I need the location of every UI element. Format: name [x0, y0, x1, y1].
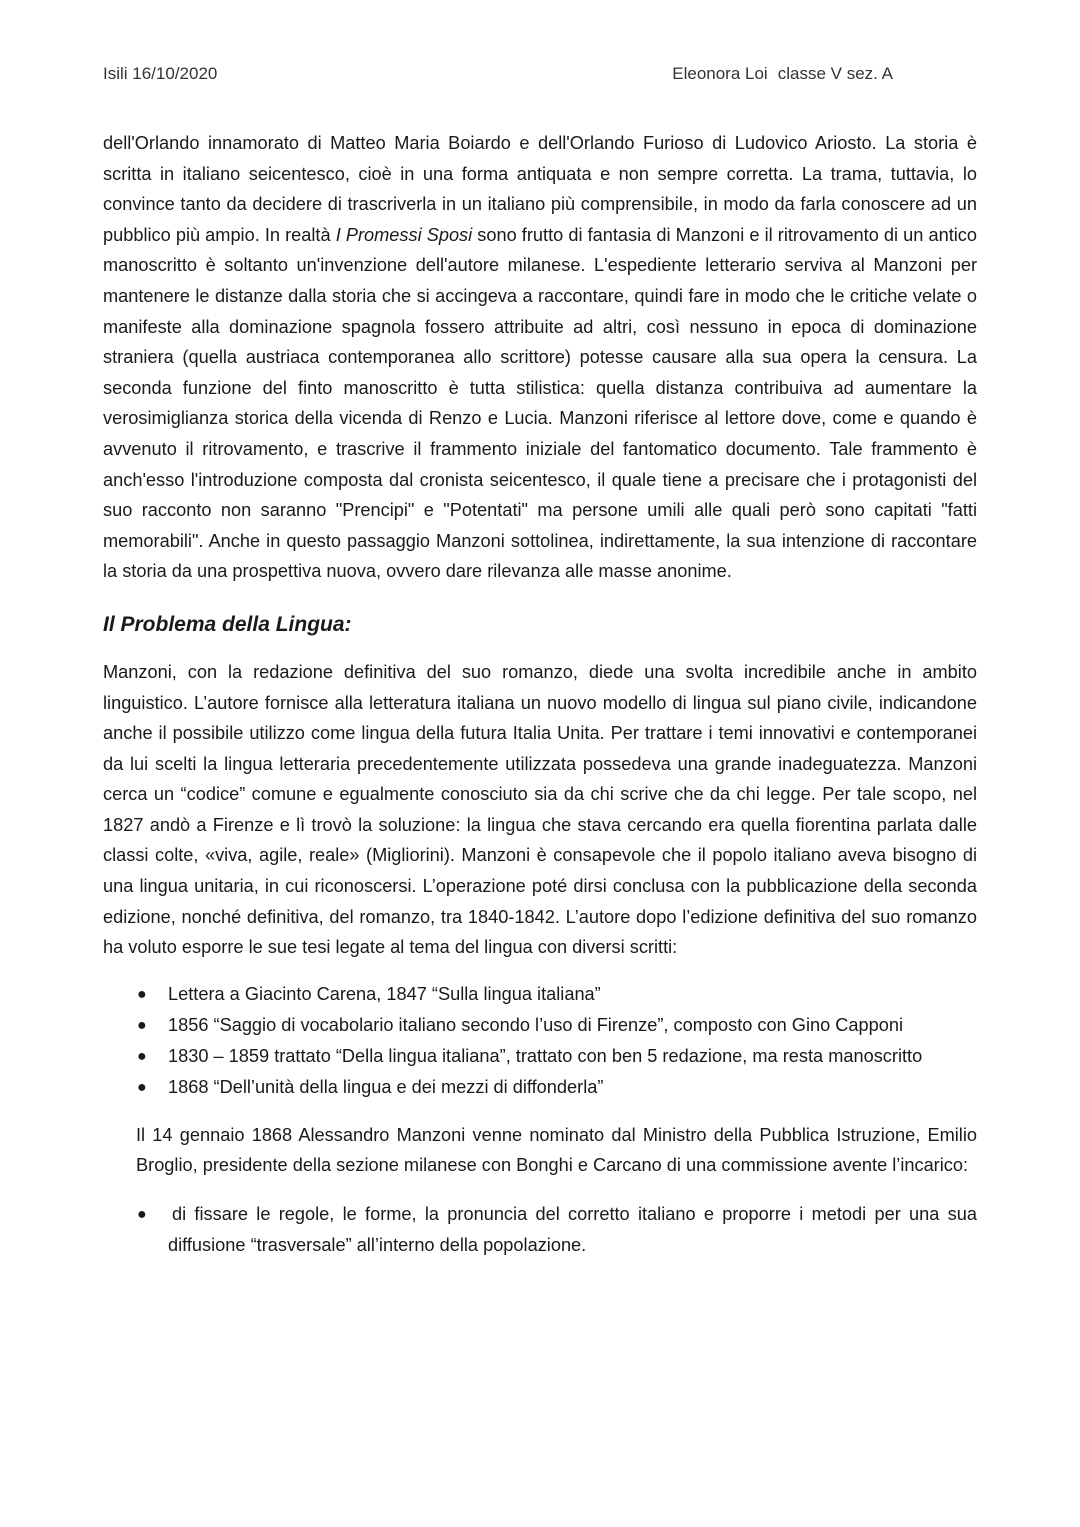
bullet-icon: ● [137, 985, 147, 1003]
paragraph-language: Manzoni, con la redazione definitiva del suo romanzo, diede una svolta incredibile anche in ambito linguistico. L’autore fornisce alla letteratura italiana un nuovo modello di lingua sul piano civile, indicandone anche il possibile utilizzo come lingua della futura Italia Unita. Per trattare i temi innovativi e contemporanei da lui scelti la lingua letteraria precedentemente utilizzata possedeva una grande inadeguatezza. Manzoni cerca un “codice” comune e egualmente conosciuto sia da chi scrive che da chi legge. Per tale scopo, nel 1827 andò a Firenze e lì trovò la soluzione: la lingua che stava cercando era quella fiorentina parlata dalle classi colte, «viva, agile, reale» (Migliorini). Manzoni è consapevole che il popolo italiano aveva bisogno di una lingua unitaria, in cui riconoscersi. L’operazione poté dirsi conclusa con la pubblicazione della seconda edizione, nonché definitiva, del romanzo, tra 1840-1842. L’autore dopo l’edizione definitiva del suo romanzo ha voluto esporre le sue tesi legate al tema del lingua con diversi scritti: [103, 661, 977, 958]
list-item [103, 1199, 977, 1261]
book-title: I Promessi Sposi [335, 224, 473, 245]
header-place-date: Isili 16/10/2020 [103, 64, 218, 83]
list-item [103, 1041, 977, 1072]
list-item [103, 979, 977, 1010]
list-item [103, 1072, 977, 1103]
paragraph-commission: Il 14 gennaio 1868 Alessandro Manzoni venne nominato dal Ministro della Pubblica Istruzione, Emilio Broglio, presidente della sezione milanese con Bonghi e Carcano di una commissione avente l’incarico: [136, 1124, 977, 1176]
paragraph-text: dell'Orlando innamorato di Matteo Maria Boiardo e dell'Orlando Furioso di Ludovico Ariosto. La storia è scritta in italiano seicentesco, cioè in una forma antiquata e non sempre corretta. La trama, tuttavia, lo convince tanto da decidere di trascriverla in un italiano più comprensibile, in modo da farla conoscere ad un pubblico più ampio. In realtà [103, 133, 977, 245]
list-item [103, 1010, 977, 1041]
writings-list [103, 979, 977, 1104]
paragraph-manuscript [103, 128, 977, 587]
header-class: classe V sez. A [777, 64, 893, 83]
list-item-text: 1868 “Dell’unità della lingua e dei mezzi di diffonderla” [168, 1077, 604, 1098]
bullet-icon: ● [137, 1079, 147, 1097]
list-item-text: di fissare le regole, le forme, la pronuncia del corretto italiano e proporre i metodi per una sua diffusione “trasversale” all’interno della popolazione. [168, 1203, 977, 1256]
bullet-icon: ● [137, 1017, 147, 1035]
page-header [103, 64, 893, 88]
bullet-icon: ● [137, 1205, 147, 1223]
list-item-text: 1856 “Saggio di vocabolario italiano secondo l’uso di Firenze”, composto con Gino Capponi [168, 1015, 904, 1036]
list-item-text: Lettera a Giacinto Carena, 1847 “Sulla lingua italiana” [168, 983, 601, 1004]
list-item-text: 1830 – 1859 trattato “Della lingua italiana”, trattato con ben 5 redazione, ma resta manoscritto [168, 1046, 923, 1067]
header-author-class [672, 64, 893, 84]
header-author: Eleonora Loi [672, 64, 768, 83]
section-heading: Il Problema della Lingua: [103, 612, 352, 636]
paragraph-text: sono frutto di fantasia di Manzoni e il ritrovamento di un antico manoscritto è soltanto un'invenzione dell'autore milanese. L'espediente letterario serviva al Manzoni per mantenere le distanze dalla storia che si accingeva a raccontare, quindi fare in modo che le critiche velate o manifeste alla dominazione spagnola fossero attribuite ad altri, così nessuno in epoca di dominazione straniera (quella austriaca contemporanea allo scrittore) potesse causare alla sua opera la censura. La seconda funzione del finto manoscritto è tutta stilistica: quella distanza contribuiva ad aumentare la verosimiglianza storica della vicenda di Renzo e Lucia. Manzoni riferisce al lettore dove, come e quando è avvenuto il ritrovamento, e trascrive il frammento iniziale del fantomatico documento. Tale frammento è anch'esso l'introduzione composta dal cronista seicentesco, il quale tiene a precisare che i protagonisti del suo racconto non saranno "Prencipi" e "Potentati" ma persone umili alle quali però sono capitati "fatti memorabili". Anche in questo passaggio Manzoni sottolinea, indirettamente, la sua intenzione di raccontare la storia da una prospettiva nuova, ovvero dare rilevanza alle masse anonime. [103, 224, 978, 582]
bullet-icon: ● [137, 1048, 147, 1066]
commission-tasks-list [103, 1199, 977, 1261]
document-body [103, 128, 977, 1261]
